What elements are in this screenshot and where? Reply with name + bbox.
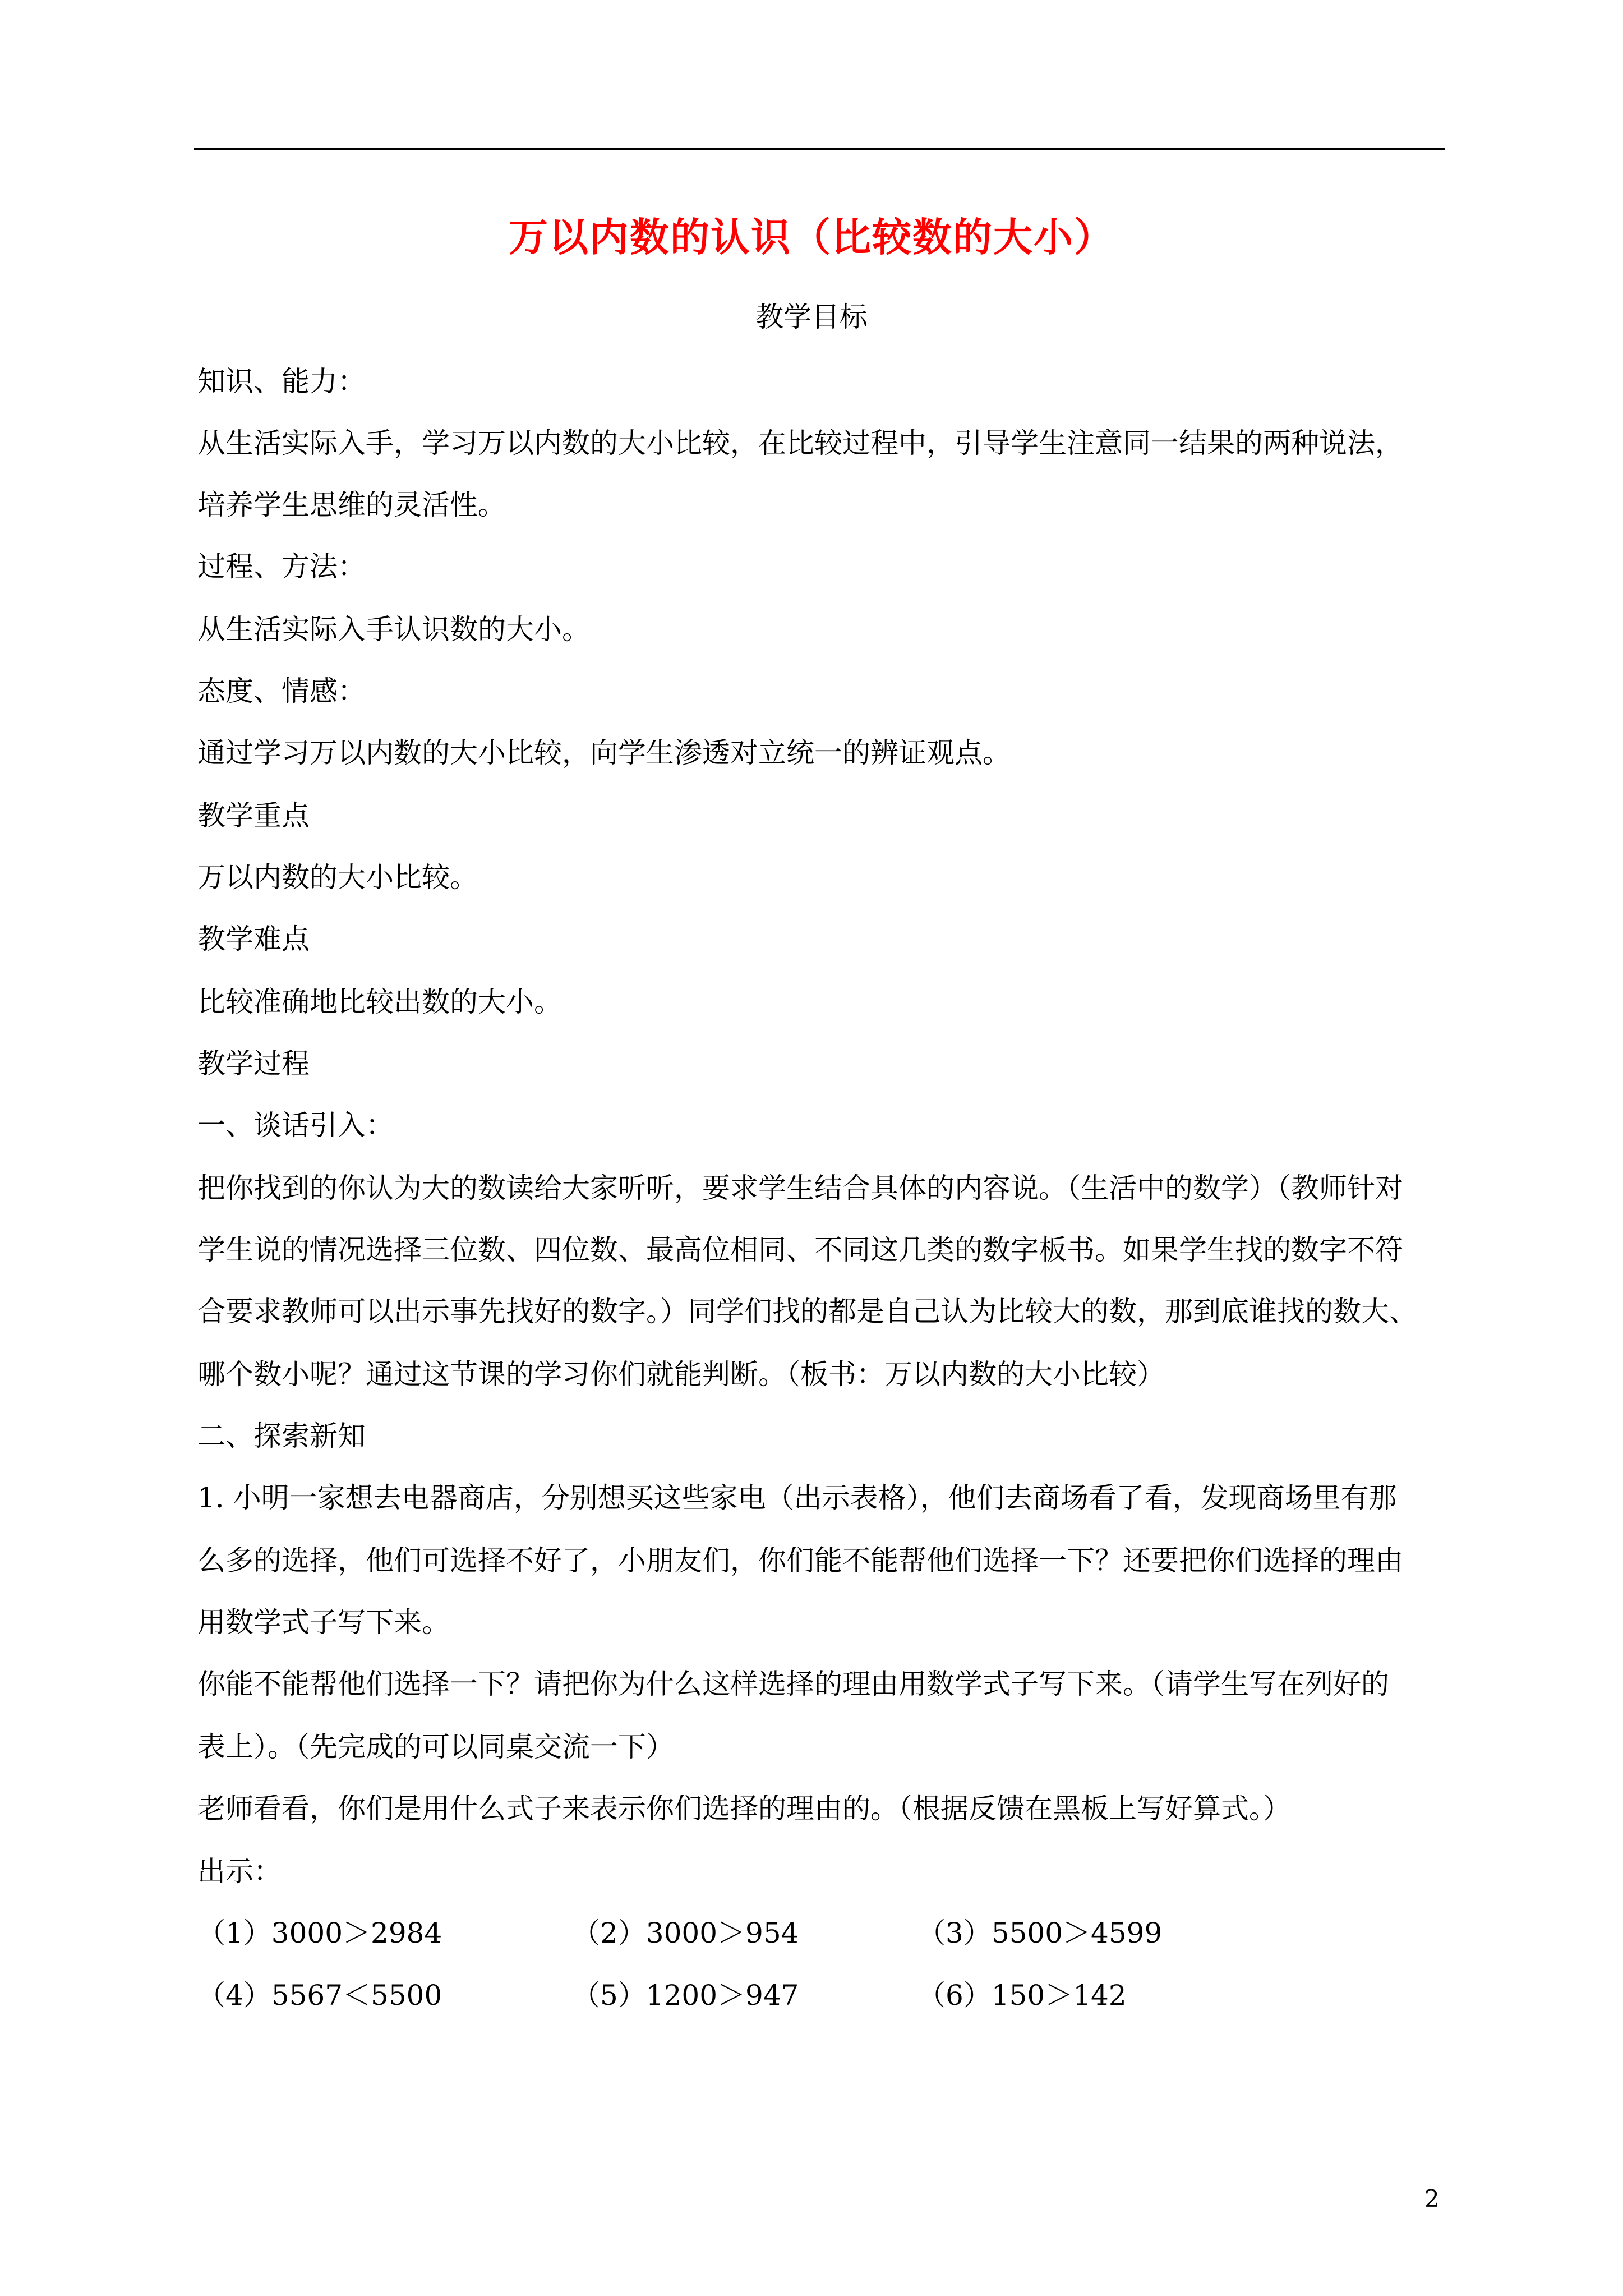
paragraph-line: 表上）。（先完成的可以同桌交流一下） [197,1731,674,1763]
paragraph-line: 二、探索新知 [197,1420,366,1452]
paragraph-line: 哪个数小呢？通过这节课的学习你们就能判断。（板书：万以内数的大小比较） [197,1358,1165,1391]
comparison-item: （6）150＞142 [917,1979,1127,2012]
header-rule [194,148,1445,150]
paragraph-line: 教学过程 [197,1047,310,1080]
paragraph-line: 从生活实际入手，学习万以内数的大小比较，在比较过程中，引导学生注意同一结果的两种说法， [197,427,1403,459]
comparison-item: （1）3000＞2984 [197,1917,442,1949]
paragraph-line: 1. 小明一家想去电器商店，分别想买这些家电（出示表格），他们去商场看了看，发现商场里有那 [197,1481,1397,1514]
comparison-item: （5）1200＞947 [572,1979,799,2012]
paragraph-line: 过程、方法： [197,550,366,583]
paragraph-line: 从生活实际入手认识数的大小。 [197,613,590,646]
paragraph-line: 学生说的情况选择三位数、四位数、最高位相同、不同这几类的数字板书。如果学生找的数字不符 [197,1234,1403,1266]
paragraph-line: 你能不能帮他们选择一下？请把你为什么这样选择的理由用数学式子写下来。（请学生写在列好的 [197,1668,1389,1700]
section-heading-teaching-goals: 教学目标 [755,301,868,333]
paragraph-line: 比较准确地比较出数的大小。 [197,986,562,1018]
paragraph-line: 通过学习万以内数的大小比较，向学生渗透对立统一的辨证观点。 [197,737,1011,769]
paragraph-line: 合要求教师可以出示事先找好的数字。）同学们找的都是自己认为比较大的数，那到底谁找的数大、 [197,1295,1417,1328]
comparison-item: （2）3000＞954 [572,1917,799,1949]
paragraph-line: 一、谈话引入： [197,1109,394,1142]
paragraph-line: 出示： [197,1855,282,1888]
paragraph-line: 态度、情感： [197,675,366,707]
paragraph-line: 老师看看，你们是用什么式子来表示你们选择的理由的。（根据反馈在黑板上写好算式。） [197,1792,1291,1825]
paragraph-line: 万以内数的大小比较。 [197,861,478,894]
comparison-item: （3）5500＞4599 [917,1917,1163,1949]
paragraph-line: 把你找到的你认为大的数读给大家听听，要求学生结合具体的内容说。（生活中的数学）（教师针对 [197,1172,1403,1204]
page-number: 2 [1424,2185,1440,2212]
paragraph-line: 教学重点 [197,799,310,832]
document-title: 万以内数的认识（比较数的大小） [509,214,1114,260]
comparison-item: （4）5567＜5500 [197,1979,442,2012]
paragraph-line: 用数学式子写下来。 [197,1606,450,1639]
paragraph-line: 教学难点 [197,923,310,955]
paragraph-line: 知识、能力： [197,365,366,398]
paragraph-line: 培养学生思维的灵活性。 [197,489,506,521]
paragraph-line: 么多的选择，他们可选择不好了，小朋友们，你们能不能帮他们选择一下？还要把你们选择的理由 [197,1544,1403,1577]
